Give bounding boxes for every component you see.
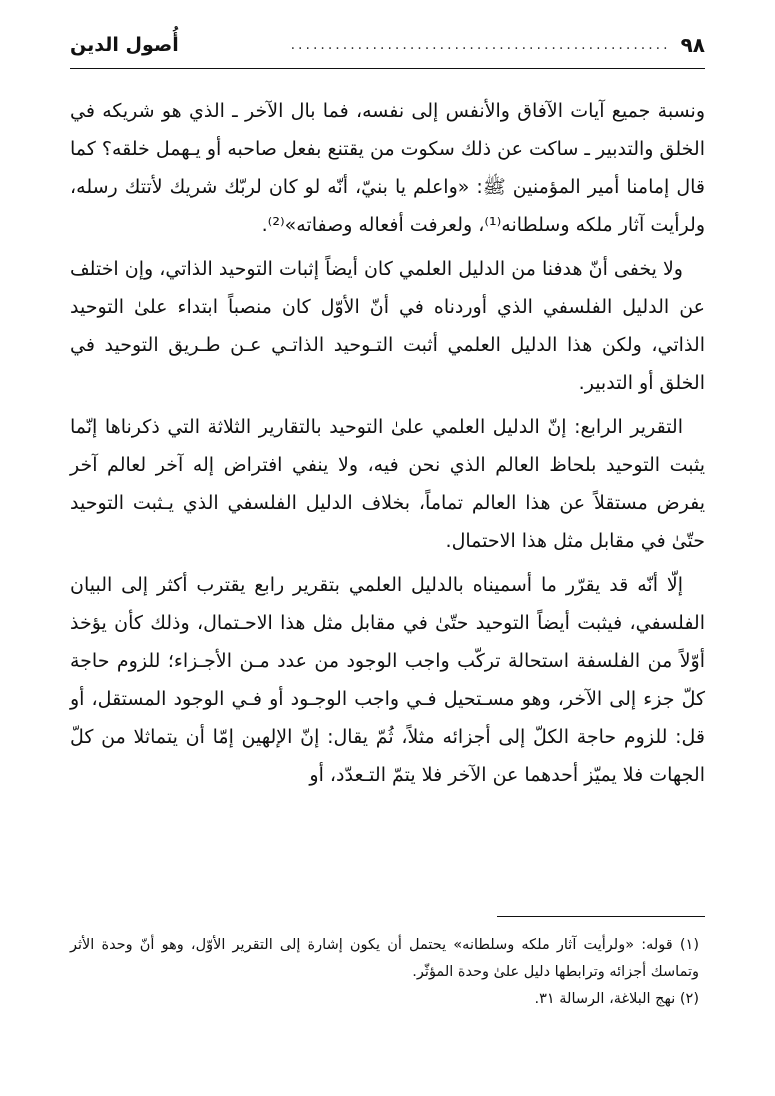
paragraph-2: ولا يخفى أنّ هدفنا من الدليل العلمي كان أيضاً إثبات التوحيد الذاتي، وإن اختلف عن الدليل الفلسفي الذي أوردناه في أنّ الأوّل كان منصباً ابتداء علىٰ التوحيد الذاتي، ولكن هذا الدليل العلمي أثبت التـوحيد الذاتـي عـن طـريق التوحيد في الخلق أو التدبير.: [70, 258, 705, 394]
footnote-2: (٢) نهج البلاغة، الرسالة ٣١.: [534, 991, 699, 1007]
footnotes: [70, 932, 705, 1013]
leader-dots: ...................................................: [290, 37, 671, 53]
page-number: ٩٨: [680, 33, 705, 57]
running-header: [70, 28, 705, 62]
paragraph-1: ونسبة جميع آيات الآفاق والأنفس إلى نفسه، فما بال الآخر ـ الذي هو شريكه في الخلق والتدبير ـ ساكت عن ذلك سكوت من يقتنع بفعل صاحبه أو يـهمل خلقه؟ كما قال إمامنا أمير المؤمنين ﷺ: «واعلم يا بنيّ، أنّه لو كان لربّك شريك لأتتك رسله، ولرأيت آثار ملكه وسلطانه⁽¹⁾، ولعرفت أفعاله وصفاته»⁽²⁾.: [70, 100, 705, 236]
paragraph-4: إلّا أنّه قد يقرّر ما أسميناه بالدليل العلمي بتقرير رابع يقترب أكثر إلى البيان الفلسفي، فيثبت أيضاً التوحيد حتّىٰ في مقابل مثل هذا الاحـتمال، وذلك كأن يؤخذ أوّلاً من الفلسفة استحالة تركّب واجب الوجود من عدد مـن الأجـزاء؛ للزوم حاجة كلّ جزء إلى الآخر، وهو مسـتحيل فـي واجب الوجـود أو فـي الوجود المستقل، أو قل: للزوم حاجة الكلّ إلى أجزائه مثلاً، ثُمّ يقال: إنّ الإلهين إمّا أن يتماثلا من كلّ الجهات فلا يميّز أحدهما عن الآخر فلا يتمّ التـعدّد، أو: [70, 574, 705, 786]
footnote-rule: [497, 916, 705, 917]
header-rule: [70, 68, 705, 69]
paragraph-3: التقرير الرابع: إنّ الدليل العلمي علىٰ التوحيد بالتقارير الثلاثة التي ذكرناها إنّما يثبت التوحيد بلحاظ العالم الذي نحن فيه، ولا ينفي افتراض إله آخر لعالم آخر يفرض مستقلاً عن هذا العالم تماماً، بخلاف الدليل الفلسفي الذي يـثبت التوحيد حتّىٰ في مقابل مثل هذا الاحتمال.: [70, 416, 705, 552]
footnote-1: (١) قوله: «ولرأيت آثار ملكه وسلطانه» يحتمل أن يكون إشارة إلى التقرير الأوّل، وهو أنّ وحدة الأثر وتماسك أجزائه وترابطها دليل علىٰ وحدة المؤثّر.: [70, 937, 699, 980]
book-page: [70, 28, 705, 1068]
main-text: [70, 92, 705, 794]
book-title: أُصول الدين: [70, 34, 179, 56]
